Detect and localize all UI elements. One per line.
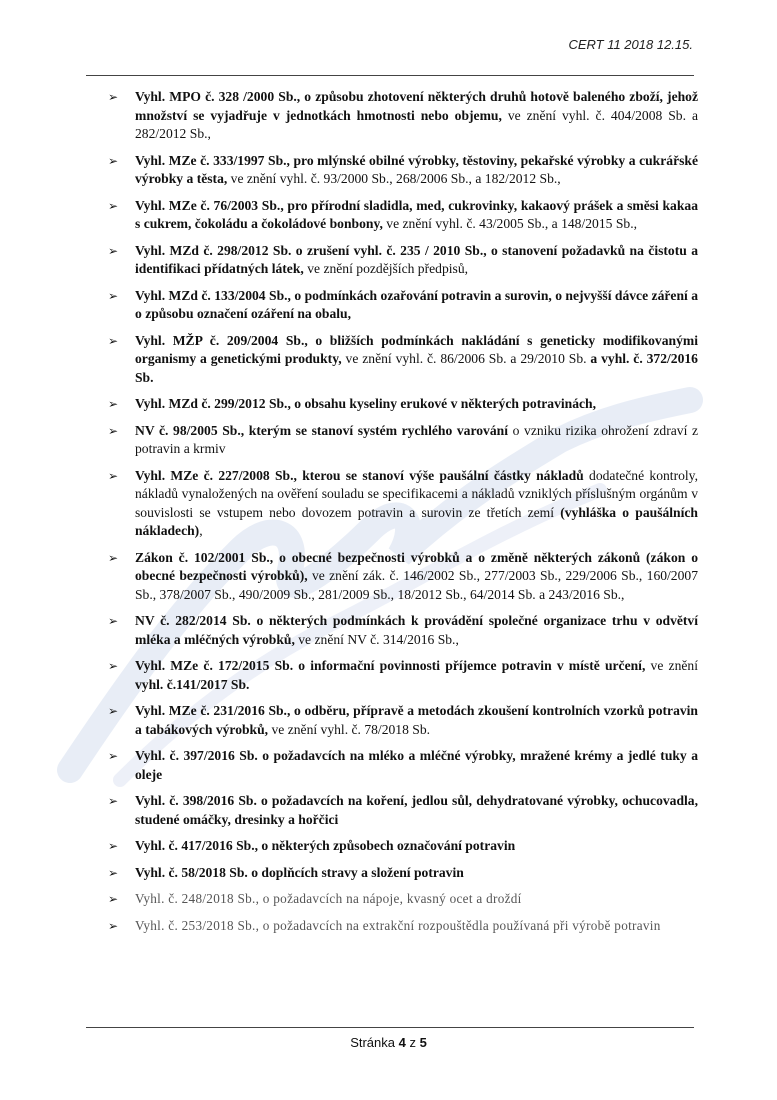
arrow-bullet-icon: ➢ — [108, 333, 119, 348]
list-item: ➢ Vyhl. MPO č. 328 /2000 Sb., o způsobu zhotovení některých druhů hotově baleného zboží, jehož množství se vyjadřuje v jednotkách hmotnosti nebo objemu, ve znění vyhl. č. 404/2008 Sb. a 282/2012 Sb., — [108, 89, 698, 141]
arrow-bullet-icon: ➢ — [108, 243, 119, 258]
list-item: ➢ Vyhl. č. 248/2018 Sb., o požadavcích na nápoje, kvasný ocet a droždí — [108, 890, 698, 909]
total-pages-number: 5 — [419, 1035, 427, 1050]
list-item: ➢ NV č. 282/2014 Sb. o některých podmínkách k provádění společné organizace trhu v odvětví mléka a mléčných výrobků, ve znění NV č. 314/2016 Sb., — [108, 613, 698, 647]
list-item: ➢ Vyhl. MZe č. 227/2008 Sb., kterou se stanoví výše paušální částky nákladů dodatečné kontroly, nákladů vynaložených na ověření souladu se specifikacemi a nákladů vzniklých příslušným orgánům v souvislosti se vstupem nebo dovozem potravin a surovin ze třetích zemí (vyhláška o paušálních nákladech), — [108, 467, 698, 538]
arrow-bullet-icon: ➢ — [108, 659, 119, 673]
regulation-list — [108, 88, 698, 943]
footer-rule — [86, 1027, 694, 1028]
document-header: CERT 11 2018 12.15. — [568, 37, 693, 52]
list-item: ➢ NV č. 98/2005 Sb., kterým se stanoví systém rychlého varování o vzniku rizika ohrožení zdraví z potravin a krmiv — [108, 422, 698, 456]
arrow-bullet-icon: ➢ — [108, 90, 119, 104]
list-item: ➢ Vyhl. č. 58/2018 Sb. o doplňcích stravy a složení potravin — [108, 864, 698, 883]
arrow-bullet-icon: ➢ — [108, 794, 119, 808]
arrow-bullet-icon: ➢ — [108, 892, 119, 906]
header-rule — [86, 75, 694, 76]
list-item: ➢ Vyhl. MZe č. 231/2016 Sb., o odběru, přípravě a metodách zkoušení kontrolních vzorků potravin a tabákových výrobků, ve znění vyhl. č. 78/2018 Sb. — [108, 703, 698, 737]
arrow-bullet-icon: ➢ — [108, 550, 119, 565]
footer-separator: z — [405, 1035, 420, 1050]
list-item: ➢ Vyhl. č. 253/2018 Sb., o požadavcích na extrakční rozpouštědla používaná při výrobě potravin — [108, 917, 698, 936]
arrow-bullet-icon: ➢ — [108, 198, 119, 213]
arrow-bullet-icon: ➢ — [108, 918, 119, 933]
arrow-bullet-icon: ➢ — [108, 468, 119, 483]
list-item: ➢ Vyhl. č. 398/2016 Sb. o požadavcích na koření, jedlou sůl, dehydratované výrobky, ochucovadla, studené omáčky, dresinky a hořčici — [108, 793, 698, 827]
list-item: ➢ Vyhl. č. 397/2016 Sb. o požadavcích na mléko a mléčné výrobky, mražené krémy a jedlé tuky a oleje — [108, 748, 698, 782]
arrow-bullet-icon: ➢ — [108, 839, 119, 853]
arrow-bullet-icon: ➢ — [108, 397, 119, 411]
arrow-bullet-icon: ➢ — [108, 423, 119, 438]
footer-prefix: Stránka — [350, 1035, 399, 1050]
list-item: ➢ Vyhl. č. 417/2016 Sb., o některých způsobech označování potravin — [108, 837, 698, 856]
list-item: ➢ Zákon č. 102/2001 Sb., o obecné bezpečnosti výrobků a o změně některých zákonů (zákon o obecné bezpečnosti výrobků), ve znění zák. č. 146/2002 Sb., 277/2003 Sb., 229/2006 Sb., 160/2007 Sb., 378/2007 Sb., 490/2009 Sb., 281/2009 Sb., 18/2012 Sb., 64/2014 Sb. a 243/2016 Sb., — [108, 549, 698, 602]
arrow-bullet-icon: ➢ — [108, 614, 119, 628]
list-item: ➢ Vyhl. MZe č. 76/2003 Sb., pro přírodní sladidla, med, cukrovinky, kakaový prášek a směsi kakaa s cukrem, čokoládu a čokoládové bonbony, ve znění vyhl. č. 43/2005 Sb., a 148/2015 Sb., — [108, 197, 698, 231]
list-item: ➢ Vyhl. MZd č. 298/2012 Sb. o zrušení vyhl. č. 235 / 2010 Sb., o stanovení požadavků na čistotu a identifikaci přídatných látek, ve znění pozdějších předpisů, — [108, 242, 698, 276]
arrow-bullet-icon: ➢ — [108, 153, 119, 168]
arrow-bullet-icon: ➢ — [108, 865, 119, 880]
list-item: ➢ Vyhl. MZe č. 333/1997 Sb., pro mlýnské obilné výrobky, těstoviny, pekařské výrobky a cukrářské výrobky a těsta, ve znění vyhl. č. 93/2000 Sb., 268/2006 Sb., a 182/2012 Sb., — [108, 152, 698, 186]
arrow-bullet-icon: ➢ — [108, 704, 119, 718]
current-page-number: 4 — [398, 1035, 406, 1050]
arrow-bullet-icon: ➢ — [108, 749, 119, 763]
list-item: ➢ Vyhl. MZd č. 299/2012 Sb., o obsahu kyseliny erukové v některých potravinách, — [108, 395, 698, 414]
arrow-bullet-icon: ➢ — [108, 288, 119, 303]
list-item: ➢ Vyhl. MZe č. 172/2015 Sb. o informační povinnosti příjemce potravin v místě určení, ve znění vyhl. č.141/2017 Sb. — [108, 658, 698, 692]
list-item: ➢ Vyhl. MŽP č. 209/2004 Sb., o bližších podmínkách nakládání s geneticky modifikovanými organismy a genetickými produkty, ve znění vyhl. č. 86/2006 Sb. a 29/2010 Sb. a vyhl. č. 372/2016 Sb. — [108, 332, 698, 385]
page-footer — [0, 1035, 777, 1050]
list-item: ➢ Vyhl. MZd č. 133/2004 Sb., o podmínkách ozařování potravin a surovin, o nejvyšší dávce záření a o způsobu označení ozáření na obalu, — [108, 287, 698, 321]
